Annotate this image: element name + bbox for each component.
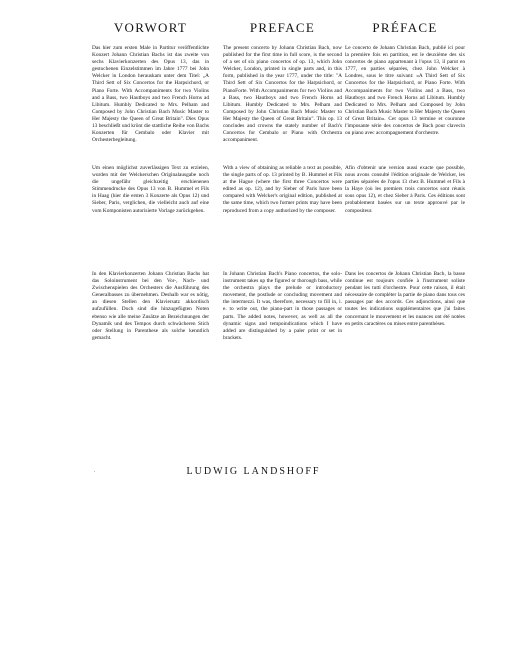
german-paragraph-intro: Das hier zum ersten Male in Partitur veröffentlichte Konzert Johann Christian Bachs ist das zweite von sechs Klavierkonzerten des Opus 13, das in gestochenen Einzelstimmen im Jahre 1777 bei John Welcker in London herauskam unter dem Titel: „A Third Sett of Six Concertos for the Harpsichord, or Piano Forte. With Accompaniments for two Violins and a Bass, two Hautboys and two French Horns ad Libitum. Humbly Dedicated to Mrs. Pelham and Composed by John Christian Bach Music Master to Her Majesty the Queen of Great Britain". Dies Opus 13 beschließt und krönt die stattliche Reihe von Bachs Konzerten für Cembalo oder Klavier mit Orchesterbegleitung. [92,45,209,144]
english-heading: PREFACE [249,20,316,35]
german-paragraph-continuo: In den Klavierkonzerten Johann Christian Bachs hat das Soloinstrument bei den Vor-, Nach- und Zwischenspielen des Orchesters die Ausführung des Generalbasses zu übernehmen. Deshalb war es nötig, an diesen Stellen den Klaviersatz akkordisch aufzufüllen. Doch sind die hinzugefügten Noten ebenso wie alle meine Zusätze an Bezeichnungen der Dynamik und des Tempos durch schwächeren Stich oder Stellung in Parenthese als solche kenntlich gemacht. [92,271,209,341]
english-paragraph-continuo: In Johann Christian Bach's Piano concertos, the solo-instrument takes up the figured or thorough bass, while the orchestra plays the prelude or introductory movement, the postlude or concluding movement and the intermezzi. It was, therefore, necessary to fill in, i. e. to write out, the piano-part in those passages or parts. The added notes, however, as well as all the dynamic signs and tempoindications which I have added are distinguished by a paler print or set in brackets. [223,271,342,341]
german-paragraph-sources: Um einen möglichst zuverlässigen Text zu erzielen, wurden mit der Welckerschen Originalausgabe noch die ungefähr gleichzeitig erschienenen Stimmendrucke des Opus 13 von B. Hummel et Fils in Haag (hier die ersten 3 Konzerte als Opus 12) und Sieber, Paris, verglichen, die vielleicht auch auf eine vom Komponisten autorisierte Vorlage zurückgehen. [92,165,209,214]
french-paragraph-sources: Afin d'obtenir une version aussi exacte que possible, nous avons consulté l'édition originale de Welcker, les parties séparées de l'opus 13 chez B. Hummel et Fils à la Haye (où les premiers trois concertos sont réunis sous opus 12), et chez Sieber à Paris. Ces éditions sont probablement basées sur un texte approuvé par le compositeur. [345,165,465,214]
german-column [92,20,209,377]
english-column [223,20,342,377]
german-heading: VORWORT [113,20,188,35]
english-paragraph-sources: With a view of obtaining as reliable a text as possible, the single parts of op. 13 printed by B. Hummel et Fils at the Hague (where the first three Concertos were edited as op. 12), and by Sieber of Paris have been compared with Welcker's original edition, published at the same time, which two former prints may have been reproduced from a copy authorized by the composer. [223,165,342,214]
french-heading: PRÉFACE [372,20,438,35]
footer-mark: . [94,469,96,474]
french-paragraph-continuo: Dans les concertos de Johann Christian Bach, la basse continue est toujours confiée à l'instrument soliste pendant les tutti d'orchestre. Pour cette raison, il était nécessaire de compléter la partie de piano dans tous ces passages par des accords. Ces adjonctions, ainsi que toutes les indications supplémentaires que j'ai faites concernant le mouvement et les nuances ont été notées en petits caractères ou mises entre parenthèses. [345,271,465,327]
author-signature: LUDWIG LANDSHOFF [186,466,321,477]
english-paragraph-intro: The present concerto by Johann Christian Bach, now published for the first time in full score, is the second of a set of six piano concertos of op. 13, which John Welcker, London, printed in single parts and, in this form, published in the year 1777, under the title: "A Third Sett of Six Concertos for the Harpsichord, or PianoForte. With Accompaniments for two Violins and a Bass, two Hautboys and two French Horns ad Libitum. Humbly Dedicated to Mrs. Pelham and Composed by John Christian Bach Music Master to Her Majesty the Queen of Great Britain". This op. 13 concludes and crowns the stately number of Bach's Concertos for Cembalo or Piano with Orchestra accompaniment. [223,45,342,144]
french-column [345,20,465,377]
french-paragraph-intro: Le concerto de Johann Christian Bach, publié ici pour la première fois en partition, est le deuxième des six concertos de piano appartenant à l'opus 13, il parut en 1777, en parties séparées, chez John Welcker à Londres, sous le titre suivant: «A Third Sett of Six Concertos for the Harpsichord, or Piano Forte. With Accompaniments for two Violins and a Bass, two Hautboys and two French Horns ad Libitum. Humbly Dedicated to Mrs. Pelham and Composed by John Christian Bach Music Master to Her Majesty the Queen of Great Britain». Cet opus 13 termine et couronne l'imposante série des concertos de Bach pour clavecin ou piano avec accompagnement d'orchestre. [345,45,465,137]
